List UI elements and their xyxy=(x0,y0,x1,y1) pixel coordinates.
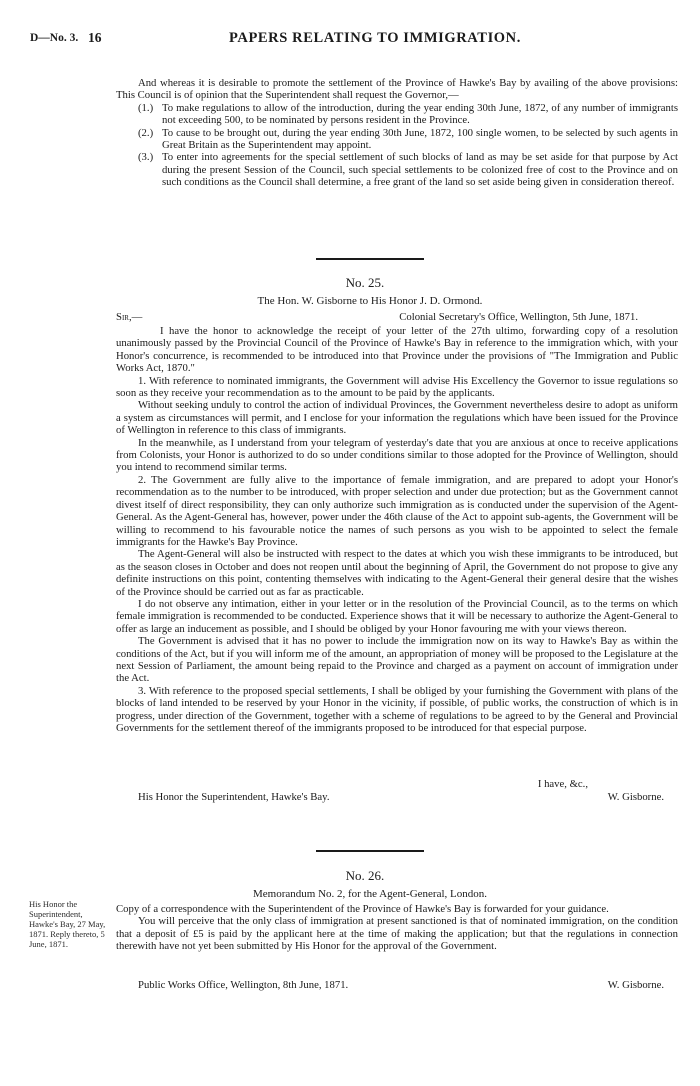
document-number: No. 26. xyxy=(345,868,385,883)
signature: W. Gisborne. xyxy=(607,791,664,803)
place-date: Colonial Secretary's Office, Wellington, 5th June, 1871. xyxy=(399,311,638,323)
place-date: Public Works Office, Wellington, 8th June, 1871. xyxy=(138,979,349,991)
closing-row xyxy=(116,778,678,791)
document-heading: The Hon. W. Gisborne to His Honor J. D. Ormond. xyxy=(257,295,483,307)
letter-paragraph: I have the honor to acknowledge the receipt of your letter of the 27th ultimo, forwarding copy of a resolution unanimously passed by the Provincial Council of the Province of Hawke's Bay in reference to the immigration which, with your Honor's concurrence, is recommended to be introduced into that Province under the provisions of "The Immigration and Public Works Act, 1870." xyxy=(116,325,678,375)
resolution-paragraph: And whereas it is desirable to promote the settlement of the Province of Hawke's Bay by availing of the above provisions: This Council is of opinion that the Superintendent shall request the Governor,— xyxy=(116,77,678,102)
document-heading: Memorandum No. 2, for the Agent-General, London. xyxy=(253,888,487,900)
list-item: (1.) To make regulations to allow of the introduction, during the year ending 30th June, 1872, of any number of immigrants not exceeding 500, to be nominated by persons resident in the Province. xyxy=(138,101,678,127)
resolution-block xyxy=(116,77,678,189)
addressee: His Honor the Superintendent, Hawke's Bay. xyxy=(138,791,330,803)
memorandum-body xyxy=(116,903,678,953)
section-divider xyxy=(316,850,424,852)
letter-paragraph: The Agent-General will also be instructed with respect to the dates at which you wish these immigrants to be introduced, but as the season closes in October and does not reopen until about the beginning of April, the Government do not propose to give any definite instructions on this point, contenting themselves with indicating to the Agent-General their general desire that the wishes of the Province should be carried out as far as practicable. xyxy=(116,548,678,598)
letter-body xyxy=(116,325,678,734)
running-header xyxy=(0,30,700,52)
document-number: No. 25. xyxy=(345,275,385,290)
paper-reference: D—No. 3. xyxy=(30,32,79,44)
page-number: 16 xyxy=(88,30,102,45)
letter-paragraph: The Government is advised that it has no power to include the immigration now on its way to Hawke's Bay as within the conditions of the Act, but if you will inform me of the amount, an appropriation of money will be proposed to the Legislature at the next Session of Parliament, the amount being repaid to the Province and charged as a payment on account of immigration under the Act. xyxy=(116,635,678,685)
letter-paragraph: Without seeking unduly to control the action of individual Provinces, the Government nevertheless desire to adopt as uniform a system as circumstances will permit, and I enclose for your information the regulations which have been issued for the Province of Wellington in reference to this class of immigrants. xyxy=(116,399,678,437)
list-item: (3.) To enter into agreements for the special settlement of such blocks of land as may be set aside for that purpose by Act during the present Session of the Council, such special settlements to be colonized free of cost to the Province and on such conditions as the Council shall determine, a free grant of the land so set aside being given in consideration thereof. xyxy=(138,151,678,189)
margin-note: His Honor the Superintendent, Hawke's Bay, 27 May, 1871. Reply thereto, 5 June, 1871. xyxy=(29,899,106,949)
letter-paragraph: 1. With reference to nominated immigrants, the Government will advise His Excellency the Governor to issue regulations so soon as they receive your recommendation as to the amount to be paid by the applicants. xyxy=(116,374,678,400)
salutation: Sir,— xyxy=(116,311,143,323)
letter-header-row xyxy=(116,311,678,324)
memo-paragraph: Copy of a correspondence with the Superintendent of the Province of Hawke's Bay is forwarded for your guidance. xyxy=(116,903,609,915)
memo-footer-row xyxy=(116,979,678,992)
page-title: PAPERS RELATING TO IMMIGRATION. xyxy=(229,30,521,46)
letter-paragraph: 2. The Government are fully alive to the importance of female immigration, and are prepared to adopt your Honor's recommendation as to the number to be introduced, with proper selection and under due protection; but as the Government cannot divest itself of direct responsibility, they can only authorize such immigration as is conducted under the supervision of the Agent-General. As the Agent-General has, however, power under the 46th clause of the Act to appoint sub-agents, the Government will be willing to recommend to his favourable notice the names of such persons as you wish to be appointed to select the female immigrants for the Hawke's Bay Province. xyxy=(116,473,678,548)
closing: I have, &c., xyxy=(537,778,588,790)
letter-paragraph: I do not observe any intimation, either in your letter or in the resolution of the Provincial Council, as to the terms on which female immigration is recommended to be conducted. Experience shows that it will be necessary to authorize the Agent-General to offer as large an inducement as possible, and I should be obliged by your Honor favouring me with your views thereon. xyxy=(116,597,678,635)
resolution-list xyxy=(138,101,678,189)
letter-paragraph: 3. With reference to the proposed special settlements, I shall be obliged by your furnishing the Government with plans of the blocks of land intended to be reserved by your Honor in the vicinity, if possible, of public works, the construction of which is in progress, under direction of the Government, together with a scheme of regulations to be agreed to by the General and Provincial Governments for the settlement thereof of the immigrants proposed to be introduced for that especial purpose. xyxy=(116,684,678,734)
letter-paragraph: In the meanwhile, as I understand from your telegram of yesterday's date that you are anxious at once to receive applications from Colonists, your Honor is authorized to do so under conditions similar to those adopted for the Province of Wellington, should you intend to recommend similar terms. xyxy=(116,436,678,474)
memo-paragraph: You will perceive that the only class of immigration at present sanctioned is that of nominated immigration, on the condition that a deposit of £5 is paid by the applicant here at the time of making the application; but that the regulations in connection therewith have not yet been submitted by His Honor for the approval of the Government. xyxy=(116,915,678,953)
signature: W. Gisborne. xyxy=(607,979,664,991)
addressee-row xyxy=(116,791,678,804)
list-item: (2.) To cause to be brought out, during the year ending 30th June, 1872, 100 single women, to be selected by such agents in Great Britain as the Superintendent may appoint. xyxy=(138,126,678,152)
section-divider xyxy=(316,258,424,260)
